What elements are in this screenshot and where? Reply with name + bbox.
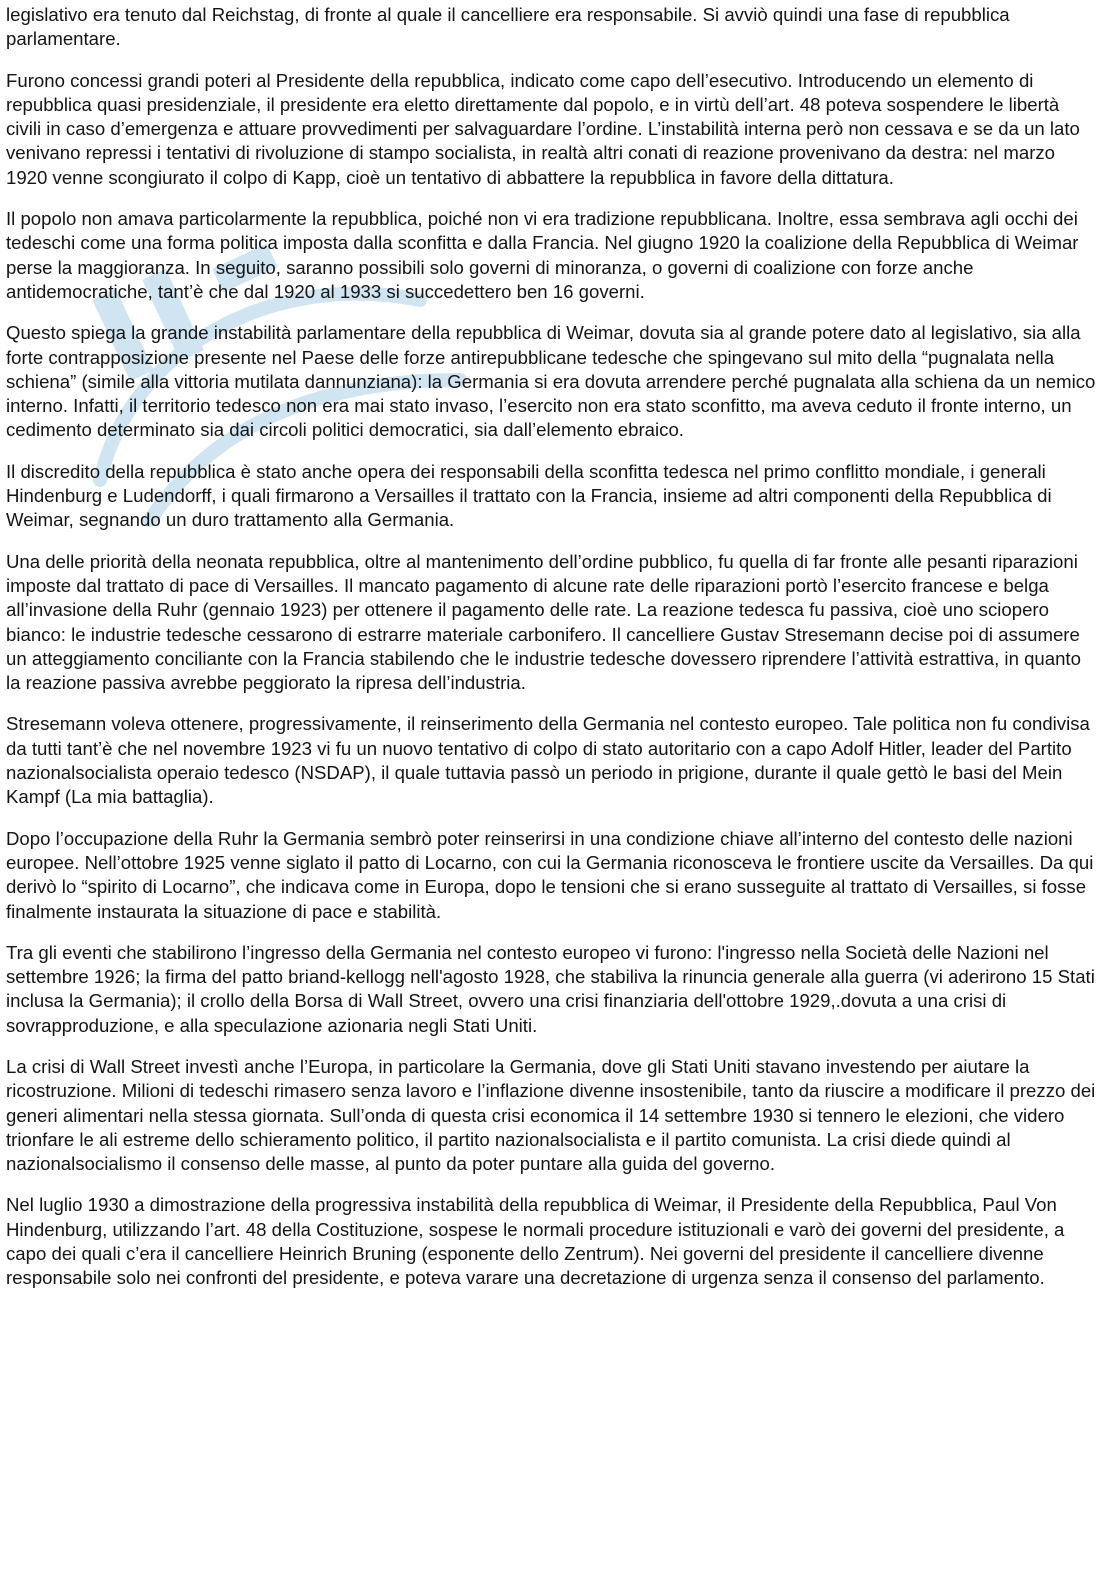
paragraph: Stresemann voleva ottenere, progressivamente, il reinserimento della Germania nel contesto europeo. Tale politica non fu condivisa da tutti tant’è che nel novembre 1923 vi fu un nuovo tentativo di colpo di stato autoritario con a capo Adolf Hitler, leader del Partito nazionalsocialista operaio tedesco (NSDAP), il quale tuttavia passò un periodo in prigione, durante il quale gettò le basi del Mein Kampf (La mia battaglia). bbox=[6, 713, 1090, 808]
paragraph: legislativo era tenuto dal Reichstag, di fronte al quale il cancelliere era responsabile. Si avviò quindi una fase di repubblica parlamentare. bbox=[6, 4, 1010, 50]
paragraph: Il discredito della repubblica è stato anche opera dei responsabili della sconfitta tedesca nel primo conflitto mondiale, i generali Hindenburg e Ludendorff, i quali firmarono a Versailles il trattato con la Francia, insieme ad altri componenti della Repubblica di Weimar, segnando un duro trattamento alla Germania. bbox=[6, 460, 1052, 531]
document-page bbox=[6, 3, 1096, 1308]
paragraph: Tra gli eventi che stabilirono l’ingresso della Germania nel contesto europeo vi furono: l'ingresso nella Società delle Nazioni nel settembre 1926; la firma del patto briand-kellogg nell'agosto 1928, che stabiliva la rinuncia generale alla guerra (vi aderirono 15 Stati inclusa la Germania); il crollo della Borsa di Wall Street, ovvero una crisi finanziaria dell'ottobre 1929,.dovuta a una crisi di sovrapproduzione, e alla speculazione azionaria negli Stati Uniti. bbox=[6, 941, 1095, 1036]
paragraph: Nel luglio 1930 a dimostrazione della progressiva instabilità della repubblica di Weimar, il Presidente della Repubblica, Paul Von Hindenburg, utilizzando l’art. 48 della Costituzione, sospese le normali procedure istituzionali e varò dei governi del presidente, a capo dei quali c’era il cancelliere Heinrich Bruning (esponente dello Zentrum). Nei governi del presidente il cancelliere divenne responsabile solo nei confronti del presidente, e poteva varare una decretazione di urgenza senza il consenso del parlamento. bbox=[6, 1194, 1065, 1289]
paragraph: La crisi di Wall Street investì anche l’Europa, in particolare la Germania, dove gli Stati Uniti stavano investendo per aiutare la ricostruzione. Milioni di tedeschi rimasero senza lavoro e l’inflazione divenne insostenibile, tanto da riuscire a modificare il prezzo dei generi alimentari nella stessa giornata. Sull’onda di questa crisi economica il 14 settembre 1930 si tennero le elezioni, che videro trionfare le ali estreme dello schieramento politico, il partito nazionalsocialista e il partito comunista. La crisi diede quindi al nazionalsocialismo il consenso delle masse, al punto da poter puntare alla guida del governo. bbox=[6, 1055, 1096, 1175]
paragraph: Il popolo non amava particolarmente la repubblica, poiché non vi era tradizione repubblicana. Inoltre, essa sembrava agli occhi dei tedeschi come una forma politica imposta dalla sconfitta e dalla Francia. Nel giugno 1920 la coalizione della Repubblica di Weimar perse la maggioranza. In seguito, saranno possibili solo governi di minoranza, o governi di coalizione con forze anche antidemocratiche, tant’è che dal 1920 al 1933 si succedettero ben 16 governi. bbox=[6, 208, 1079, 302]
paragraph: Una delle priorità della neonata repubblica, oltre al mantenimento dell’ordine pubblico, fu quella di far fronte alle pesanti riparazioni imposte dal trattato di pace di Versailles. Il mancato pagamento di alcune rate delle riparazioni portò l’esercito francese e belga all’invasione della Ruhr (gennaio 1923) per ottenere il pagamento delle rate. La reazione tedesca fu passiva, cioè uno sciopero bianco: le industrie tedesche cessarono di estrarre materiale carbonifero. Il cancelliere Gustav Stresemann decise poi di assumere un atteggiamento conciliante con la Francia stabilendo che le industrie tedesche dovessero riprendere l’attività estrattiva, in quanto la reazione passiva avrebbe peggiorato la ripresa dell’industria. bbox=[6, 550, 1081, 694]
paragraph: Dopo l’occupazione della Ruhr la Germania sembrò poter reinserirsi in una condizione chiave all’interno del contesto delle nazioni europee. Nell’ottobre 1925 venne siglato il patto di Locarno, con cui la Germania riconosceva le frontiere uscite da Versailles. Da qui derivò lo “spirito di Locarno”, che indicava come in Europa, dopo le tensioni che si erano susseguite al trattato di Versailles, si fosse finalmente instaurata la situazione di pace e stabilità. bbox=[6, 827, 1094, 922]
paragraph: Questo spiega la grande instabilità parlamentare della repubblica di Weimar, dovuta sia al grande potere dato al legislativo, sia alla forte contrapposizione presente nel Paese delle forze antirepubblicane tedesche che spingevano sul mito della “pugnalata nella schiena” (simile alla vittoria mutilata dannunziana): la Germania si era dovuta arrendere perché pugnalata alla schiena da un nemico interno. Infatti, il territorio tedesco non era mai stato invaso, l’esercito non era stato sconfitto, ma aveva ceduto il fronte interno, un cedimento determinato sia dai circoli politici democratici, sia dall’elemento ebraico. bbox=[6, 322, 1096, 441]
paragraph: Furono concessi grandi poteri al Presidente della repubblica, indicato come capo dell’esecutivo. Introducendo un elemento di repubblica quasi presidenziale, il presidente era eletto direttamente dal popolo, e in virtù dell’art. 48 poteva sospendere le libertà civili in caso d’emergenza e attuare provvedimenti per salvaguardare l’ordine. L’instabilità interna però non cessava e se da un lato venivano repressi i tentativi di rivoluzione di stampo socialista, in realtà altri conati di reazione provenivano da destra: nel marzo 1920 venne scongiurato il colpo di Kapp, cioè un tentativo di abbattere la repubblica in favore della dittatura. bbox=[6, 69, 1080, 188]
